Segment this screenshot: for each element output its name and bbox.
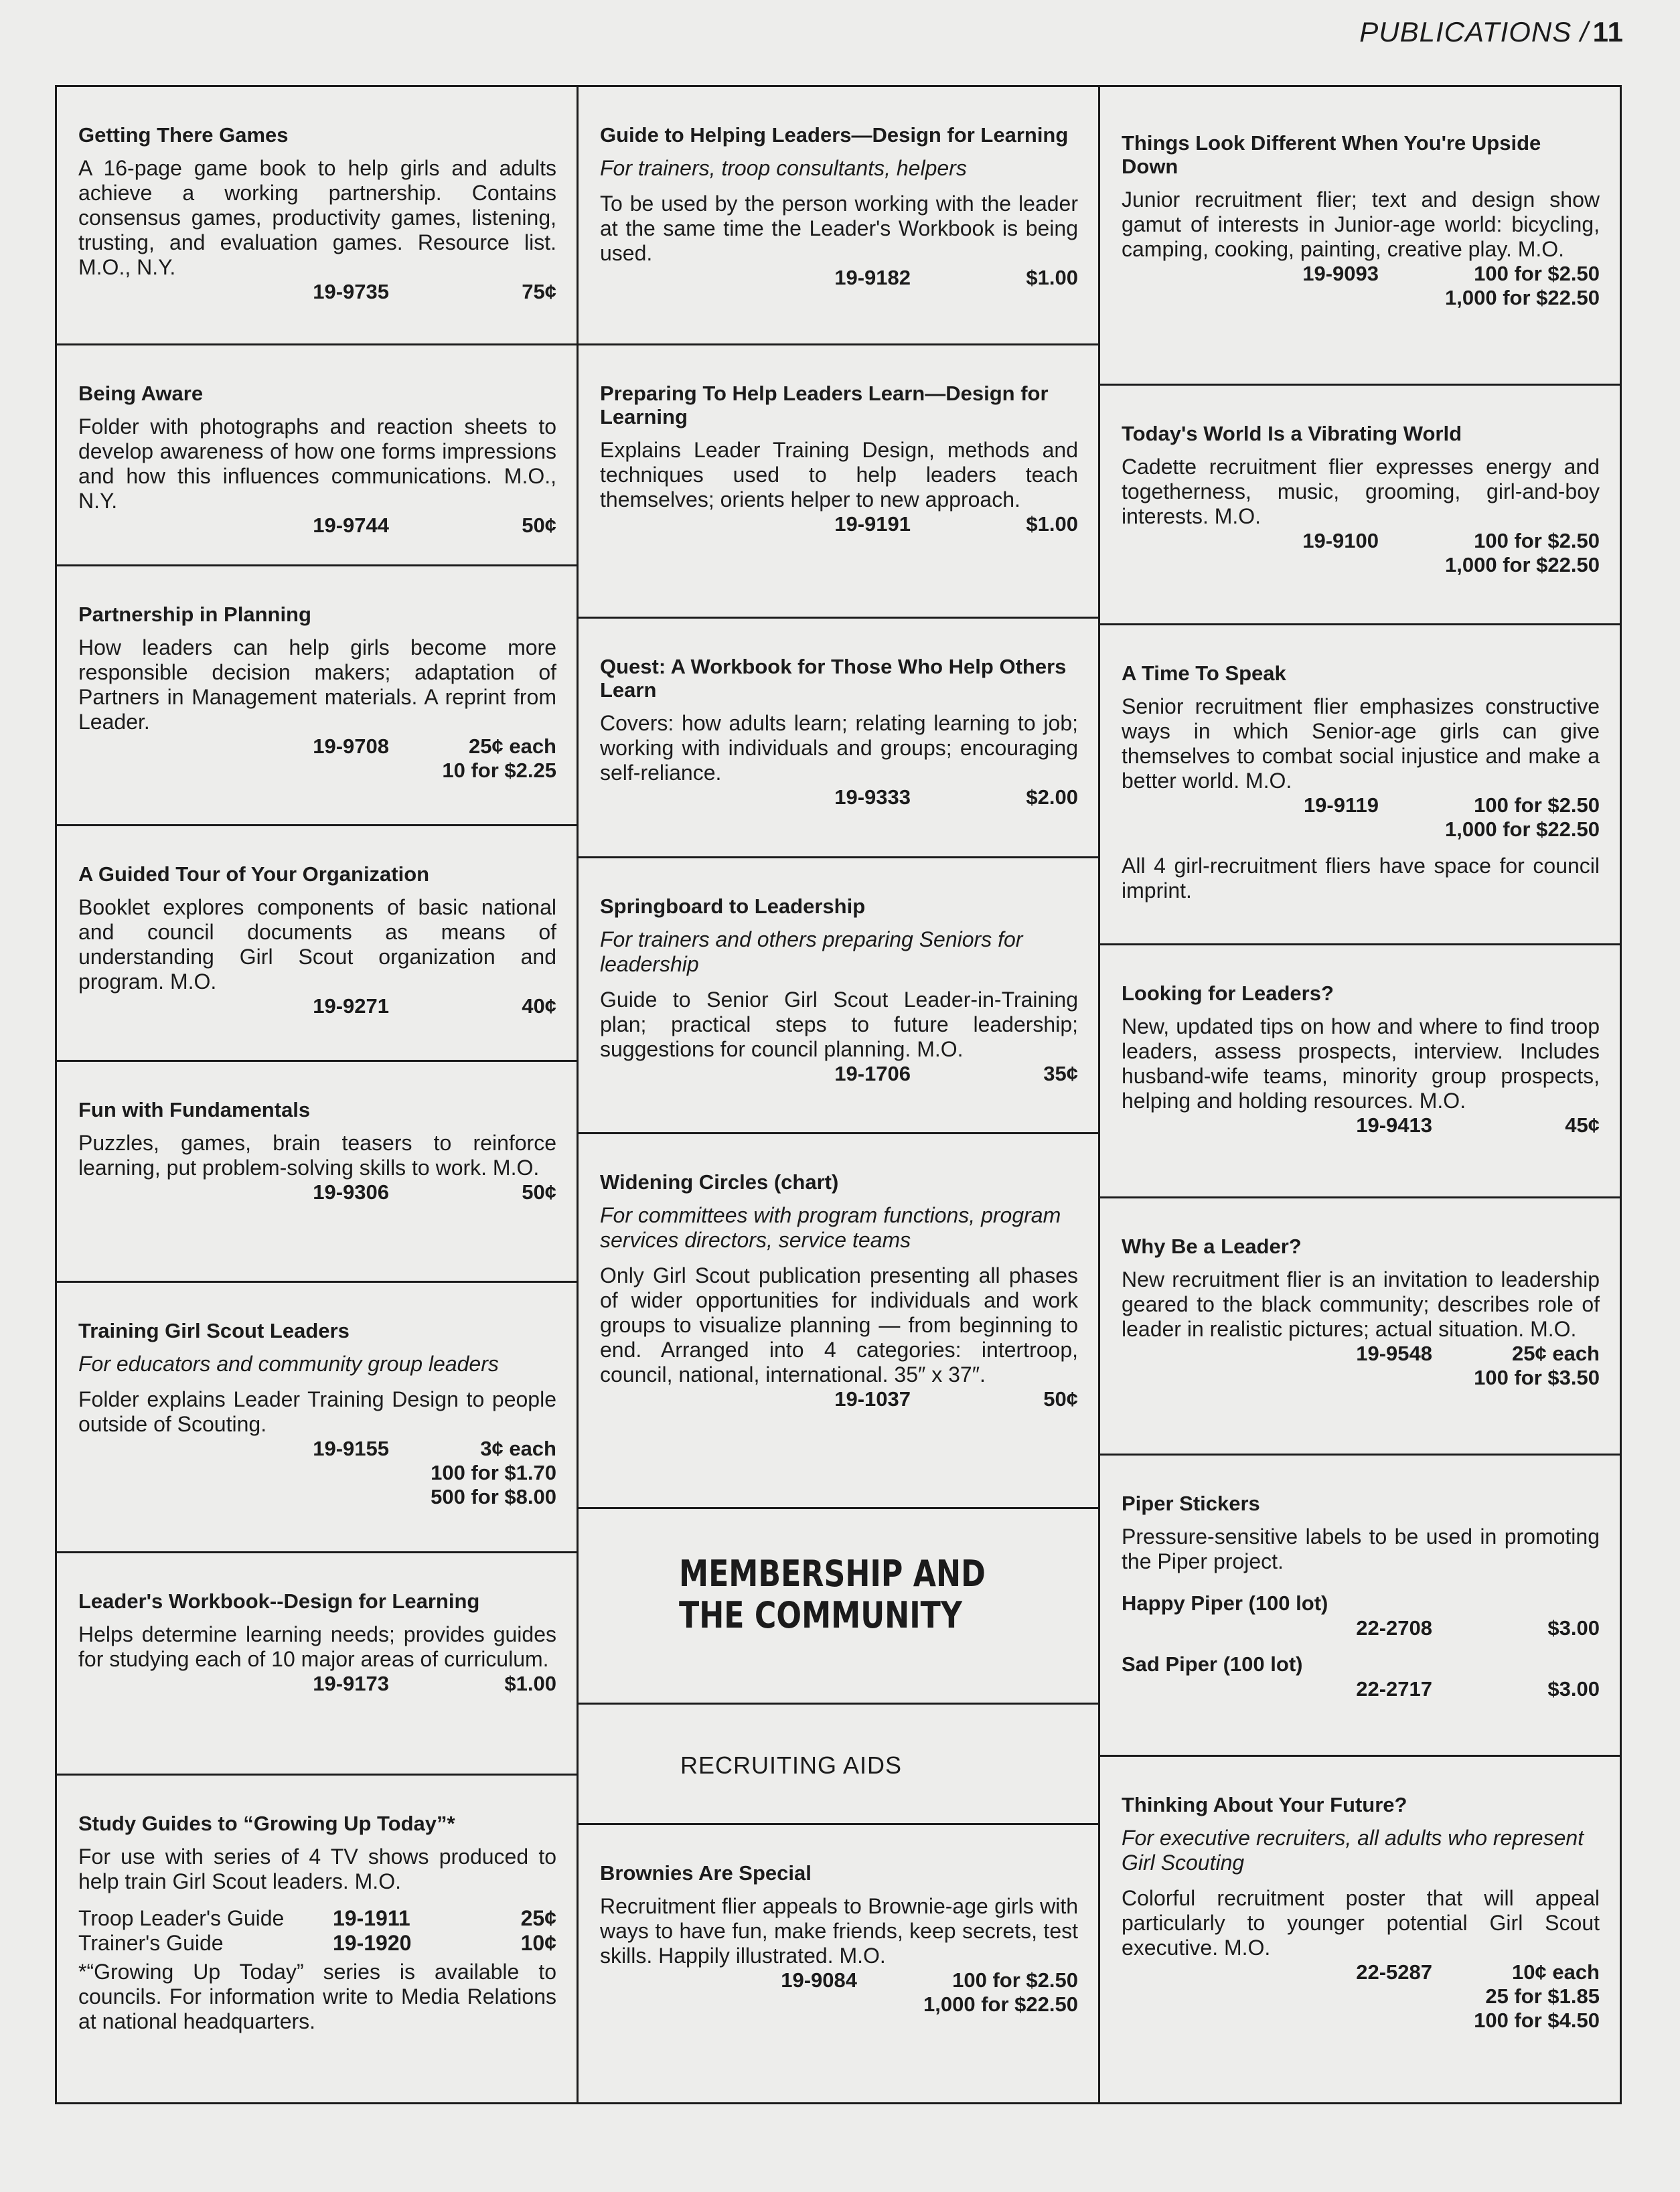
order-code: 19-9735 (313, 280, 389, 303)
entry-description: New recruitment flier is an invitation to leadership geared to the black community; describes role of leader in realistic pictures; actual situation. M.O. (1122, 1267, 1600, 1341)
price: 25¢ each (1512, 1342, 1600, 1365)
order-code: 19-9413 (1356, 1113, 1432, 1137)
page-number: 11 (1592, 16, 1624, 48)
publication-entry (57, 1283, 577, 1553)
entry-description: Only Girl Scout publication presenting all phases of wider opportunities for individuals and work groups to visualize planning — from beginning to end. Arranged into 4 categories: intertroop, council, national, international. 35″ x 37″. (600, 1263, 1078, 1387)
sticker-name: Happy Piper (100 lot) (1122, 1591, 1328, 1615)
order-line (1122, 1677, 1600, 1701)
entry-title: Quest: A Workbook for Those Who Help Others Learn (600, 655, 1067, 702)
price: 100 for $1.70 (431, 1461, 556, 1484)
publication-entry (579, 858, 1098, 1134)
price: 75¢ (522, 280, 556, 303)
entry-description: New, updated tips on how and where to find troop leaders, assess prospects, interview. Includes husband-wife teams, minority group prospects, helping and holding resources. M.O. (1122, 1014, 1600, 1113)
entry-description: Junior recruitment flier; text and design show gamut of interests in Junior-age world: bicycling, camping, cooking, painting, creative play. M.O. (1122, 187, 1600, 261)
order-code: 19-9100 (1302, 529, 1379, 552)
publication-entry (1100, 87, 1620, 386)
price: 100 for $2.50 (952, 1968, 1078, 1992)
order-line (600, 1387, 1078, 1411)
price: 50¢ (522, 1180, 556, 1204)
publication-entry (57, 1776, 577, 2102)
order-line (78, 1437, 556, 1509)
order-code: 22-2708 (1356, 1616, 1432, 1640)
entry-audience: For trainers, troop consultants, helpers (600, 156, 967, 180)
order-line (1122, 262, 1600, 310)
order-line (600, 785, 1078, 809)
entry-description: Booklet explores components of basic national and council documents as means of understanding Girl Scout organization and program. M.O. (78, 895, 556, 994)
entry-title: Training Girl Scout Leaders (78, 1319, 350, 1342)
price: 100 for $3.50 (1474, 1366, 1600, 1389)
entry-title: A Time To Speak (1122, 661, 1286, 685)
entry-description: Folder with photographs and reaction sheets to develop awareness of how one forms impressions and how this influences communications. M.O., N.Y. (78, 414, 556, 513)
entry-title: Widening Circles (chart) (600, 1170, 839, 1194)
entry-title: Things Look Different When You're Upside Down (1122, 131, 1541, 178)
entry-description: Guide to Senior Girl Scout Leader-in-Training plan; practical steps to future leadership; suggestions for council planning. M.O. (600, 988, 1078, 1061)
publication-entry (579, 345, 1098, 619)
entry-description: Covers: how adults learn; relating learning to job; working with individuals and groups; encouraging self-reliance. (600, 711, 1078, 785)
order-line (600, 266, 1078, 290)
publication-entry (579, 1134, 1098, 1509)
order-code: 19-1911 (333, 1906, 410, 1930)
entry-audience: For committees with program functions, program services directors, service teams (600, 1203, 1061, 1252)
order-code: 19-9119 (1303, 793, 1379, 817)
entry-description: Pressure-sensitive labels to be used in promoting the Piper project. (1122, 1524, 1600, 1573)
order-line (1122, 1616, 1600, 1640)
order-code: 19-9173 (313, 1672, 389, 1695)
order-code: 19-9084 (781, 1968, 857, 1992)
price: 10¢ each (1512, 1960, 1600, 1984)
price: 40¢ (522, 994, 556, 1018)
order-line (1122, 1960, 1600, 2033)
footnote: *“Growing Up Today” series is available to councils. For information write to Media Relations at national headquarters. (78, 1960, 556, 2033)
publication-entry (57, 826, 577, 1062)
publication-entry (1100, 1198, 1620, 1456)
price: 25 for $1.85 (1485, 1984, 1600, 2008)
entry-description: Puzzles, games, brain teasers to reinforce learning, put problem-solving skills to work. M.O. (78, 1131, 556, 1180)
price: 100 for $2.50 (1474, 529, 1600, 552)
order-code: 19-9548 (1356, 1342, 1432, 1365)
order-line (1122, 1113, 1600, 1138)
sticker-name: Sad Piper (100 lot) (1122, 1652, 1303, 1676)
item-row (78, 1906, 556, 1931)
price: $3.00 (1547, 1616, 1600, 1640)
order-line (1122, 1342, 1600, 1390)
price: 1,000 for $22.50 (1445, 817, 1600, 841)
entry-title: Brownies Are Special (600, 1861, 812, 1885)
order-code: 19-1037 (834, 1387, 911, 1411)
order-line (600, 1968, 1078, 2017)
price: 1,000 for $22.50 (1445, 286, 1600, 309)
publication-entry (579, 1825, 1098, 2102)
order-code: 19-9093 (1302, 262, 1379, 285)
order-line (78, 280, 556, 304)
order-line (78, 734, 556, 783)
publication-entry (1100, 625, 1620, 945)
entry-title: Today's World Is a Vibrating World (1122, 422, 1462, 445)
entry-audience: For trainers and others preparing Seniors for leadership (600, 927, 1023, 976)
page-header (1359, 16, 1624, 48)
entry-title: Being Aware (78, 382, 204, 405)
price: 1,000 for $22.50 (1445, 553, 1600, 576)
publication-entry (57, 87, 577, 345)
order-line (78, 1180, 556, 1204)
entry-description: Colorful recruitment poster that will appeal particularly to younger potential Girl Scout executive. M.O. (1122, 1886, 1600, 1960)
entry-description: A 16-page game book to help girls and adults achieve a working partnership. Contains consensus games, productivity games, listening, trusting, and evaluation games. Resource list. M.O., N.Y. (78, 156, 556, 279)
entry-audience: For educators and community group leaders (78, 1352, 499, 1376)
order-code: 19-9744 (313, 514, 389, 537)
entry-title: Guide to Helping Leaders—Design for Learning (600, 123, 1069, 147)
publication-entry (1100, 386, 1620, 625)
price: $1.00 (1026, 512, 1078, 536)
order-line (600, 1062, 1078, 1086)
price: 10¢ (520, 1931, 556, 1955)
entry-title: Getting There Games (78, 123, 289, 147)
publication-entry (57, 345, 577, 566)
order-code: 22-2717 (1356, 1677, 1432, 1701)
order-line (78, 994, 556, 1018)
entry-description: Recruitment flier appeals to Brownie-age girls with ways to have fun, make friends, keep secrets, test skills. Happily illustrated. M.O. (600, 1894, 1078, 1968)
price: 100 for $2.50 (1474, 262, 1600, 285)
price: 1,000 for $22.50 (923, 1992, 1078, 2016)
price: 35¢ (1043, 1062, 1078, 1085)
price: $1.00 (1026, 266, 1078, 289)
entry-title: Partnership in Planning (78, 603, 311, 626)
entry-description: Helps determine learning needs; provides guides for studying each of 10 major areas of curriculum. (78, 1622, 556, 1671)
publication-entry (579, 619, 1098, 858)
publications-grid (55, 85, 1622, 2104)
publication-entry (57, 1553, 577, 1776)
entry-title: Piper Stickers (1122, 1492, 1260, 1515)
entry-description: Cadette recruitment flier expresses energy and togetherness, music, grooming, girl-and-boy interests. M.O. (1122, 455, 1600, 528)
order-code: 19-9708 (313, 734, 389, 758)
entry-title: A Guided Tour of Your Organization (78, 862, 430, 886)
entry-description: For use with series of 4 TV shows produced to help train Girl Scout leaders. M.O. (78, 1845, 556, 1893)
entry-description: Explains Leader Training Design, methods and techniques used to help leaders teach themselves; orients helper to new approach. (600, 438, 1078, 512)
order-code: 19-9182 (834, 266, 911, 289)
entry-title: Fun with Fundamentals (78, 1098, 311, 1121)
price: 45¢ (1565, 1113, 1600, 1137)
column-2 (579, 87, 1100, 2102)
entry-title: Why Be a Leader? (1122, 1235, 1302, 1258)
price: 25¢ (520, 1906, 556, 1930)
entry-title: Leader's Workbook--Design for Learning (78, 1589, 480, 1613)
section-title-line: THE COMMUNITY (679, 1594, 962, 1636)
price: 50¢ (522, 514, 556, 537)
order-code: 19-9306 (313, 1180, 389, 1204)
entry-description: How leaders can help girls become more responsible decision makers; adaptation of Partners in Management materials. A reprint from Leader. (78, 635, 556, 734)
price: 500 for $8.00 (431, 1485, 556, 1508)
publication-entry (1100, 945, 1620, 1198)
column-1 (57, 87, 579, 2102)
column-3 (1100, 87, 1620, 2102)
order-line (600, 512, 1078, 536)
entry-description: Folder explains Leader Training Design to people outside of Scouting. (78, 1387, 556, 1436)
price: 3¢ each (480, 1437, 556, 1460)
order-code: 19-9191 (834, 512, 911, 536)
publication-entry (1100, 1456, 1620, 1757)
entry-title: Study Guides to “Growing Up Today”* (78, 1812, 455, 1835)
subsection-heading-box (579, 1705, 1098, 1825)
section-heading-box (579, 1509, 1098, 1705)
price: 25¢ each (469, 734, 556, 758)
order-code: 19-1920 (333, 1931, 412, 1955)
item-name: Troop Leader's Guide (78, 1906, 285, 1930)
entry-description: Senior recruitment flier emphasizes constructive ways in which Senior-age girls can give themselves to combat social injustice and make a better world. M.O. (1122, 694, 1600, 793)
header-section: PUBLICATIONS / (1359, 16, 1589, 48)
order-line (1122, 793, 1600, 842)
order-code: 19-9271 (313, 994, 389, 1018)
section-title (679, 1553, 1006, 1636)
entry-title: Preparing To Help Leaders Learn—Design for Learning (600, 382, 1049, 428)
publication-entry (579, 87, 1098, 345)
order-code: 19-9155 (313, 1437, 389, 1460)
price: 100 for $2.50 (1474, 793, 1600, 817)
price: 100 for $4.50 (1474, 2009, 1600, 2032)
price: $3.00 (1547, 1677, 1600, 1701)
order-line (78, 514, 556, 538)
price: $2.00 (1026, 785, 1078, 809)
subsection-title: RECRUITING AIDS (680, 1751, 903, 1779)
order-line (1122, 529, 1600, 577)
entry-description: To be used by the person working with the leader at the same time the Leader's Workbook is being used. (600, 191, 1078, 265)
section-title-line: MEMBERSHIP AND (679, 1553, 986, 1595)
item-name: Trainer's Guide (78, 1931, 224, 1955)
publication-entry (57, 566, 577, 826)
order-line (78, 1672, 556, 1696)
entry-title: Springboard to Leadership (600, 894, 866, 918)
order-code: 22-5287 (1356, 1960, 1432, 1984)
item-row (78, 1931, 556, 1956)
order-code: 19-1706 (834, 1062, 911, 1085)
entry-note: All 4 girl-recruitment fliers have space for council imprint. (1122, 854, 1600, 903)
entry-audience: For executive recruiters, all adults who represent Girl Scouting (1122, 1826, 1584, 1875)
publication-entry (57, 1062, 577, 1283)
price: $1.00 (504, 1672, 556, 1695)
price: 50¢ (1043, 1387, 1078, 1411)
entry-title: Thinking About Your Future? (1122, 1793, 1407, 1816)
order-code: 19-9333 (834, 785, 911, 809)
entry-title: Looking for Leaders? (1122, 982, 1334, 1005)
publication-entry (1100, 1757, 1620, 2102)
price: 10 for $2.25 (442, 759, 556, 782)
